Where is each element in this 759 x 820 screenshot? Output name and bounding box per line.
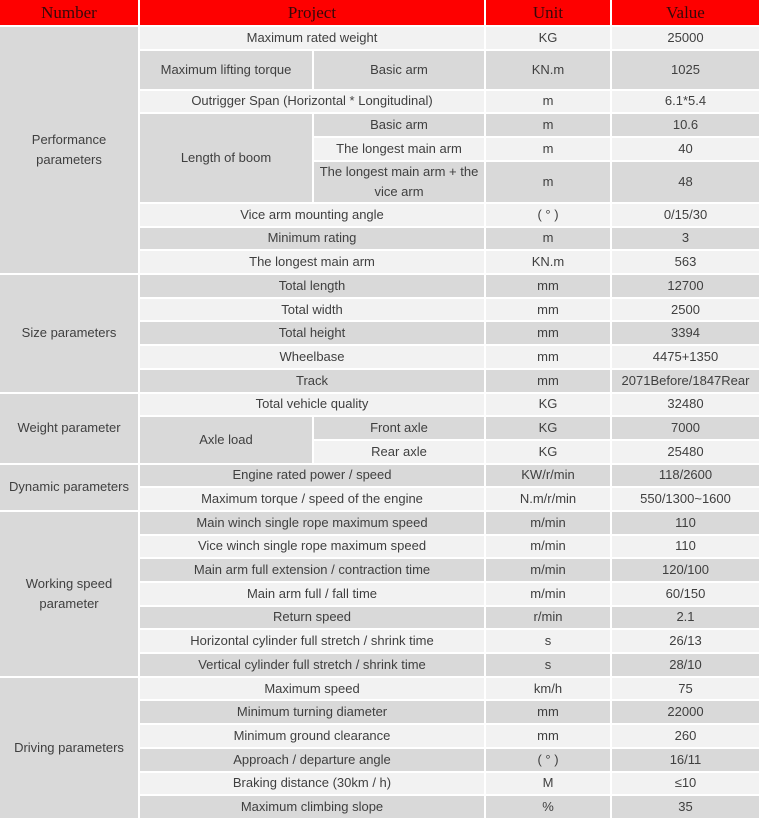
value-cell: 2071Before/1847Rear [612,370,759,392]
table-row [0,394,759,416]
project-cell: Minimum turning diameter [140,701,484,723]
value-cell: 35 [612,796,759,818]
value-cell: 6.1*5.4 [612,91,759,113]
value-cell: 118/2600 [612,465,759,487]
value-cell: 48 [612,162,759,202]
unit-cell: KG [486,27,610,49]
unit-cell: mm [486,346,610,368]
project-cell: Total length [140,275,484,297]
section-cell: Weight parameter [0,394,138,463]
project-cell: Approach / departure angle [140,749,484,771]
value-cell: 550/1300~1600 [612,488,759,510]
project-cell: Engine rated power / speed [140,465,484,487]
project-cell: Minimum rating [140,228,484,250]
project-cell: Braking distance (30km / h) [140,773,484,795]
table-row [0,465,759,487]
unit-cell: m [486,114,610,136]
project-cell: Horizontal cylinder full stretch / shrink time [140,630,484,652]
column-header-number: Number [0,0,138,25]
section-cell: Working speed parameter [0,512,138,676]
value-cell: 120/100 [612,559,759,581]
project-subcell: Front axle [314,417,484,439]
unit-cell: % [486,796,610,818]
table-row [0,512,759,534]
project-cell: Main winch single rope maximum speed [140,512,484,534]
project-cell: Maximum torque / speed of the engine [140,488,484,510]
unit-cell: mm [486,275,610,297]
unit-cell: KN.m [486,251,610,273]
project-cell: Length of boom [140,114,312,202]
value-cell: 7000 [612,417,759,439]
section-cell: Dynamic parameters [0,465,138,510]
value-cell: 25480 [612,441,759,463]
value-cell: 260 [612,725,759,747]
project-cell: Vice arm mounting angle [140,204,484,226]
unit-cell: mm [486,725,610,747]
project-cell: Track [140,370,484,392]
value-cell: 26/13 [612,630,759,652]
value-cell: 75 [612,678,759,700]
table-row [0,27,759,49]
value-cell: 1025 [612,51,759,89]
unit-cell: KG [486,441,610,463]
value-cell: 22000 [612,701,759,723]
table-row [0,678,759,700]
unit-cell: km/h [486,678,610,700]
project-cell: Vice winch single rope maximum speed [140,536,484,558]
project-subcell: Rear axle [314,441,484,463]
unit-cell: KG [486,417,610,439]
unit-cell: KG [486,394,610,416]
unit-cell: ( ° ) [486,749,610,771]
value-cell: 60/150 [612,583,759,605]
value-cell: 4475+1350 [612,346,759,368]
unit-cell: ( ° ) [486,204,610,226]
unit-cell: m/min [486,536,610,558]
value-cell: 2.1 [612,607,759,629]
value-cell: 16/11 [612,749,759,771]
value-cell: 10.6 [612,114,759,136]
section-cell: Driving parameters [0,678,138,818]
table-row [0,275,759,297]
unit-cell: m/min [486,559,610,581]
project-subcell: Basic arm [314,51,484,89]
unit-cell: KW/r/min [486,465,610,487]
value-cell: 3 [612,228,759,250]
project-cell: Maximum climbing slope [140,796,484,818]
project-cell: Maximum lifting torque [140,51,312,89]
project-cell: Outrigger Span (Horizontal * Longitudinal) [140,91,484,113]
project-cell: Total width [140,299,484,321]
value-cell: 32480 [612,394,759,416]
project-subcell: Basic arm [314,114,484,136]
unit-cell: N.m/r/min [486,488,610,510]
value-cell: 25000 [612,27,759,49]
unit-cell: mm [486,701,610,723]
unit-cell: m [486,138,610,160]
section-cell: Size parameters [0,275,138,391]
unit-cell: KN.m [486,51,610,89]
project-cell: Maximum speed [140,678,484,700]
value-cell: 563 [612,251,759,273]
unit-cell: s [486,654,610,676]
unit-cell: m/min [486,583,610,605]
section-cell: Performance parameters [0,27,138,273]
unit-cell: m [486,91,610,113]
unit-cell: s [486,630,610,652]
value-cell: 3394 [612,322,759,344]
unit-cell: M [486,773,610,795]
project-cell: Vertical cylinder full stretch / shrink time [140,654,484,676]
unit-cell: r/min [486,607,610,629]
unit-cell: m [486,162,610,202]
project-subcell: The longest main arm [314,138,484,160]
project-cell: Minimum ground clearance [140,725,484,747]
value-cell: 2500 [612,299,759,321]
project-cell: Wheelbase [140,346,484,368]
value-cell: 110 [612,536,759,558]
project-subcell: The longest main arm + the vice arm [314,162,484,202]
column-header-unit: Unit [486,0,610,25]
project-cell: Main arm full extension / contraction time [140,559,484,581]
unit-cell: mm [486,299,610,321]
unit-cell: m/min [486,512,610,534]
project-cell: Total height [140,322,484,344]
project-cell: The longest main arm [140,251,484,273]
project-cell: Return speed [140,607,484,629]
project-cell: Maximum rated weight [140,27,484,49]
value-cell: 110 [612,512,759,534]
unit-cell: m [486,228,610,250]
unit-cell: mm [486,370,610,392]
project-cell: Total vehicle quality [140,394,484,416]
unit-cell: mm [486,322,610,344]
column-header-project: Project [140,0,484,25]
header-row [0,0,759,25]
value-cell: 40 [612,138,759,160]
value-cell: 12700 [612,275,759,297]
project-cell: Main arm full / fall time [140,583,484,605]
value-cell: 0/15/30 [612,204,759,226]
column-header-value: Value [612,0,759,25]
value-cell: ≤10 [612,773,759,795]
value-cell: 28/10 [612,654,759,676]
project-cell: Axle load [140,417,312,462]
